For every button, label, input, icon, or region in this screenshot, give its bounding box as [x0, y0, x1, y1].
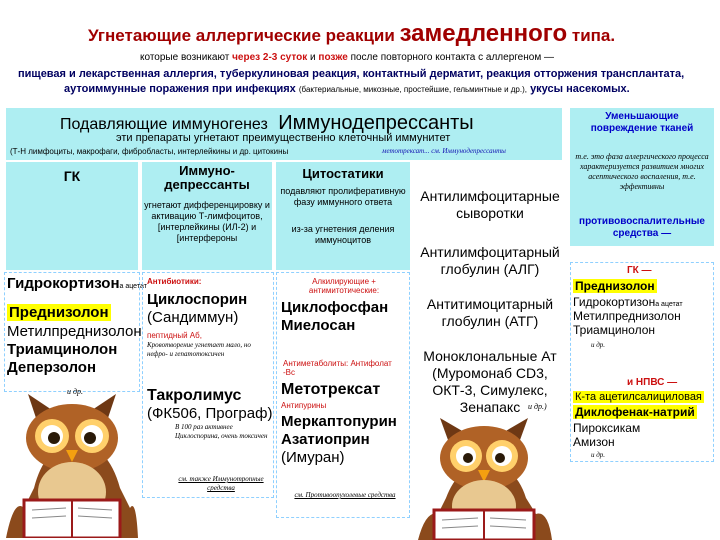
owl-illustration-right	[412, 414, 554, 540]
title-part3: типа.	[571, 26, 616, 45]
cyto-drugs: Алкилирующие + антимитотические: Циклофосфан Миелосан Антиметаболиты: Антифолат -Вс Метотрексат Антипурины Меркаптопурин Азатиоприн (Имуран) см. Противоопухолевые средства	[276, 272, 410, 518]
gk-box: ГК	[6, 162, 138, 270]
immuno-drugs: Антибиотики: Циклоспорин (Сандиммун) пептидный Аб, Кровотворение угнетает мало, но нефро- и гепатотоксичен Такролимус (ФК506, Програф) В 100 раз активнее Циклоспорина, очень токсичен см. также Иммунотропные средства	[142, 272, 274, 498]
subtitle-line2: пищевая и лекарственная аллергия, туберкулиновая реакция, контактный дерматит, реакция отторжения трансплантата,	[18, 68, 685, 80]
title-part2: замедленного	[399, 20, 568, 47]
owl-illustration-left	[4, 388, 138, 538]
page-title	[88, 20, 688, 48]
gk-drugs: Гидрокортизона ацетат Преднизолон Метилпреднизолон Триамцинолон Деперзолон и др.	[4, 272, 140, 392]
subtitle-line1: которые возникают через 2-3 суток и позже после повторного контакта с аллергеном —	[140, 52, 554, 63]
immunogenesis-header: Подавляющие иммуногенез Иммунодепрессанты эти препараты угнетают преимущественно клеточный иммунитет (Т-Н лимфоциты, макрофаги, фибробласты, интерлейкины и др. цитокины метотрексат... см. Иммунодепрессанты	[6, 108, 562, 160]
tissue-damage-header: Уменьшающие повреждение тканей т.е. это фаза аллергического процесса характеризуется развитием многих асептического воспаления, т.е. эффективны противовоспалительные средства —	[570, 108, 714, 246]
antilymph-column: Антилимфоцитарные сыворотки Антилимфоцитарный глобулин (АЛГ) Антитимоцитарный глобулин (АТГ) Моноклональные Ат (Муромонаб CD3, ОКТ-3, Симулекс, Зенапакс и др.)	[420, 188, 560, 415]
title-part1: Угнетающие аллергические реакции	[88, 26, 395, 45]
immuno-box: Иммуно-депрессанты угнетают дифференцировку и активацию Т-лимфоцитов, [интерлейкины (ИЛ-2) и [интерфероны	[142, 162, 272, 270]
right-drugs: ГК — Преднизолон Гидрокортизона ацетат Метилпреднизолон Триамцинолон и др. и НПВС — К-та ацетилсалициловая Диклофенак-натрий Пироксикам Амизон и др.	[570, 262, 714, 462]
subtitle-line3: аутоиммунные поражения при инфекциях (бактериальные, микозные, простейшие, гельминтные и др.), укусы насекомых.	[64, 83, 630, 95]
cyto-box: Цитостатики подавляют пролиферативную фазу иммунного ответа из-за угнетения деления иммуноцитов	[276, 162, 410, 270]
